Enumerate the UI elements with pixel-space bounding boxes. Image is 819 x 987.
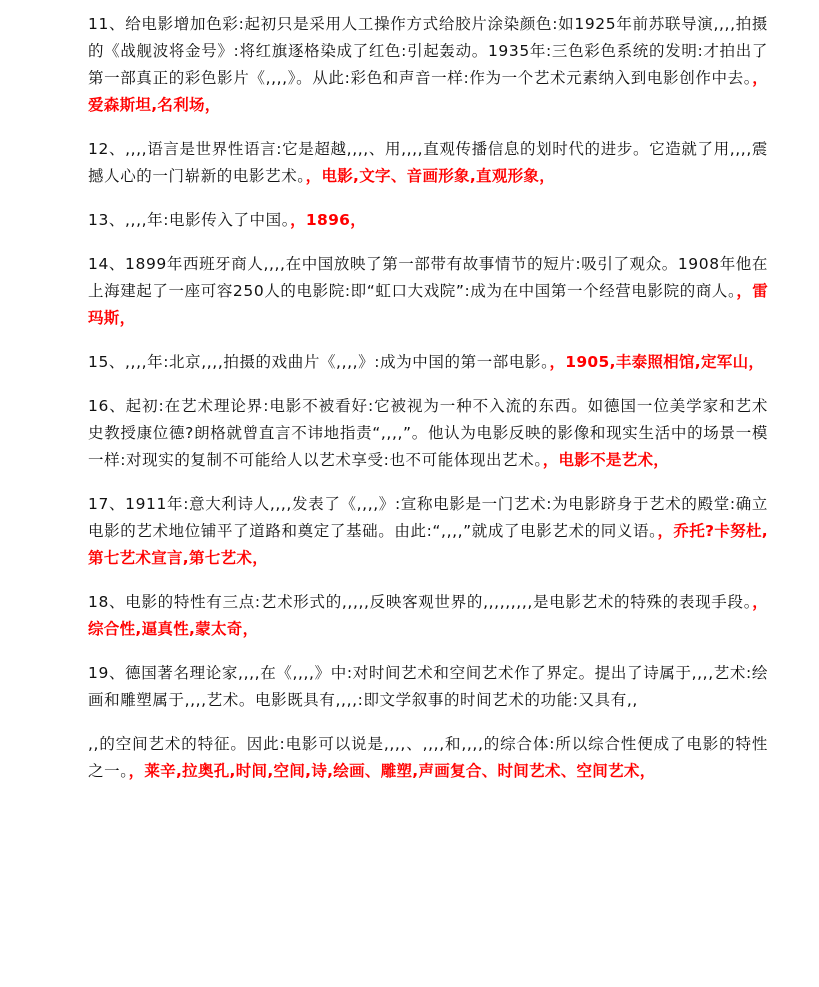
answer-text: ，1896， (290, 211, 367, 229)
question-text: 17、1911年:意大利诗人,,,,发表了《,,,,》:宣称电影是一门艺术:为电影跻身于艺术的殿堂:确立电影的艺术地位铺平了道路和奠定了基础。由此:“,,,,”就成了电影艺术的同义语。 (88, 495, 768, 540)
question-text: 16、起初:在艺术理论界:电影不被看好:它被视为一种不入流的东西。如德国一位美学家和艺术史教授康位德?朗格就曾直言不讳地指责“,,,,”。他认为电影反映的影像和现实生活中的场景一模一样:对现实的复制不可能给人以艺术享受:也不可能体现出艺术。 (88, 397, 768, 469)
answer-text: ，莱辛,拉奥孔,时间,空间,诗,绘画、雕塑,声画复合、时间艺术、空间艺术， (128, 762, 656, 780)
answer-text: ，电影,文字、音画形象,直观形象， (305, 167, 556, 185)
question-13 (88, 207, 768, 234)
answer-text: ，1905,丰泰照相馆,定军山， (549, 353, 765, 371)
question-16 (88, 393, 768, 474)
question-text: 19、德国著名理论家,,,,在《,,,,》中:对时间艺术和空间艺术作了界定。提出了诗属于,,,,艺术:绘画和雕塑属于,,,,艺术。电影既具有,,,,:即文学叙事的时间艺术的功能:又具有,, (88, 664, 768, 709)
question-12 (88, 136, 768, 190)
question-text: 13、,,,,年:电影传入了中国。 (88, 211, 291, 229)
question-text: ,,的空间艺术的特征。因此:电影可以说是,,,,、,,,,和,,,,的综合体:所以综合性便成了电影的特性之一。 (88, 735, 768, 780)
question-text: 12、,,,,语言是世界性语言:它是超越,,,,、用,,,,直观传播信息的划时代的进步。它造就了用,,,,震撼人心的一门崭新的电影艺术。 (88, 140, 768, 185)
question-11 (88, 11, 768, 119)
question-text: 18、电影的特性有三点:艺术形式的,,,,,反映客观世界的,,,,,,,,,是电影艺术的特殊的表现手段。 (88, 593, 753, 611)
question-text: 14、1899年西班牙商人,,,,在中国放映了第一部带有故事情节的短片:吸引了观众。1908年他在上海建起了一座可容250人的电影院:即“虹口大戏院”:成为在中国第一个经营电影院的商人。 (88, 255, 768, 300)
answer-text: ，爱森斯坦,名利场， (88, 69, 768, 114)
question-19-continued (88, 731, 768, 785)
answer-text: ，电影不是艺术， (542, 451, 670, 469)
question-text: 15、,,,,年:北京,,,,拍摄的戏曲片《,,,,》:成为中国的第一部电影。 (88, 353, 550, 371)
question-17 (88, 491, 768, 572)
question-19 (88, 660, 768, 714)
question-text: 11、给电影增加色彩:起初只是采用人工操作方式给胶片涂染颜色:如1925年前苏联导演,,,,拍摄的《战舰波将金号》:将红旗逐格染成了红色:引起轰动。1935年:三色彩色系统的发明:才拍出了第一部真正的彩色影片《,,,,》。从此:彩色和声音一样:作为一个艺术元素纳入到电影创作中去。 (88, 15, 768, 87)
answer-text: ，综合性,逼真性,蒙太奇， (88, 593, 768, 638)
answer-text: ，乔托?卡努杜,第七艺术宣言,第七艺术， (88, 522, 768, 567)
document-page (88, 11, 768, 785)
question-18 (88, 589, 768, 643)
answer-text: ，雷玛斯， (88, 282, 768, 327)
question-15 (88, 349, 768, 376)
question-14 (88, 251, 768, 332)
